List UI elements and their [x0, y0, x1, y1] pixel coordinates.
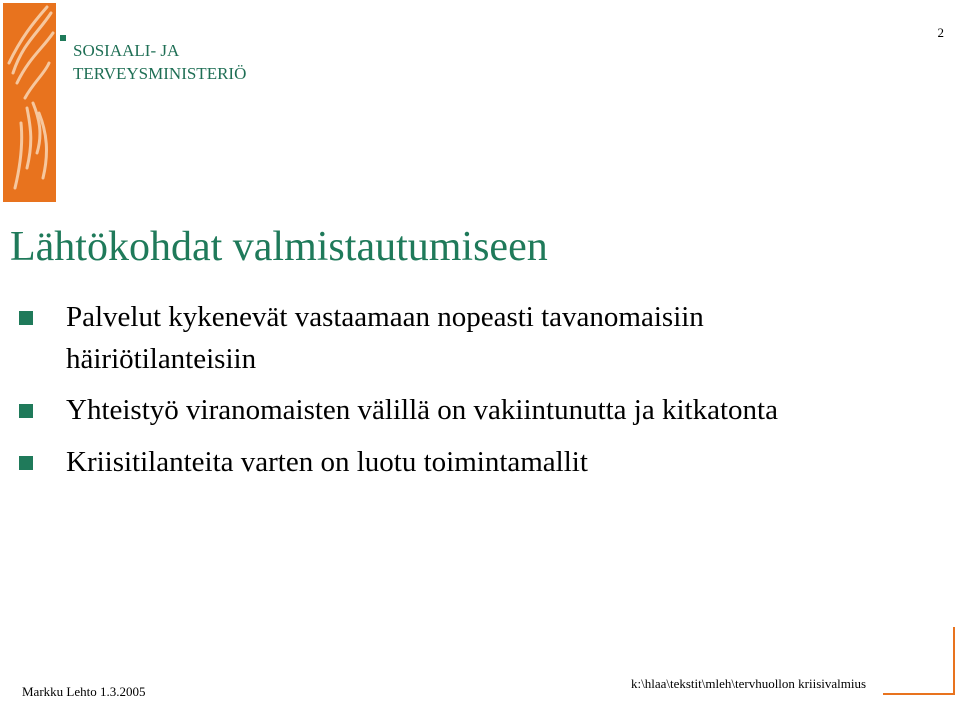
square-bullet-icon — [19, 456, 33, 470]
org-name-line2: TERVEYSMINISTERIÖ — [73, 64, 247, 83]
logo-figure-icon — [3, 3, 56, 202]
org-bullet-icon — [60, 35, 66, 41]
bullet-text: Yhteistyö viranomaisten välillä on vakiintunutta ja kitkatonta — [66, 394, 778, 426]
org-name-line1: SOSIAALI- JA — [73, 41, 180, 60]
footer-author-date: Markku Lehto 1.3.2005 — [22, 684, 146, 699]
corner-decoration-horizontal — [883, 693, 955, 695]
corner-decoration-vertical — [953, 627, 955, 694]
bullet-text: Palvelut kykenevät vastaamaan nopeasti tavanomaisiin — [66, 301, 704, 333]
page-number: 2 — [937, 25, 944, 40]
square-bullet-icon — [19, 311, 33, 325]
slide-title: Lähtökohdat valmistautumiseen — [10, 224, 548, 270]
ministry-logo — [3, 3, 56, 202]
footer-file-path: k:\hlaa\tekstit\mleh\tervhuollon kriisivalmius — [631, 676, 867, 691]
square-bullet-icon — [19, 404, 33, 418]
bullet-text: Kriisitilanteita varten on luotu toimintamallit — [66, 446, 588, 478]
organization-name — [73, 39, 246, 85]
bullet-text-continued: häiriötilanteisiin — [66, 343, 257, 375]
